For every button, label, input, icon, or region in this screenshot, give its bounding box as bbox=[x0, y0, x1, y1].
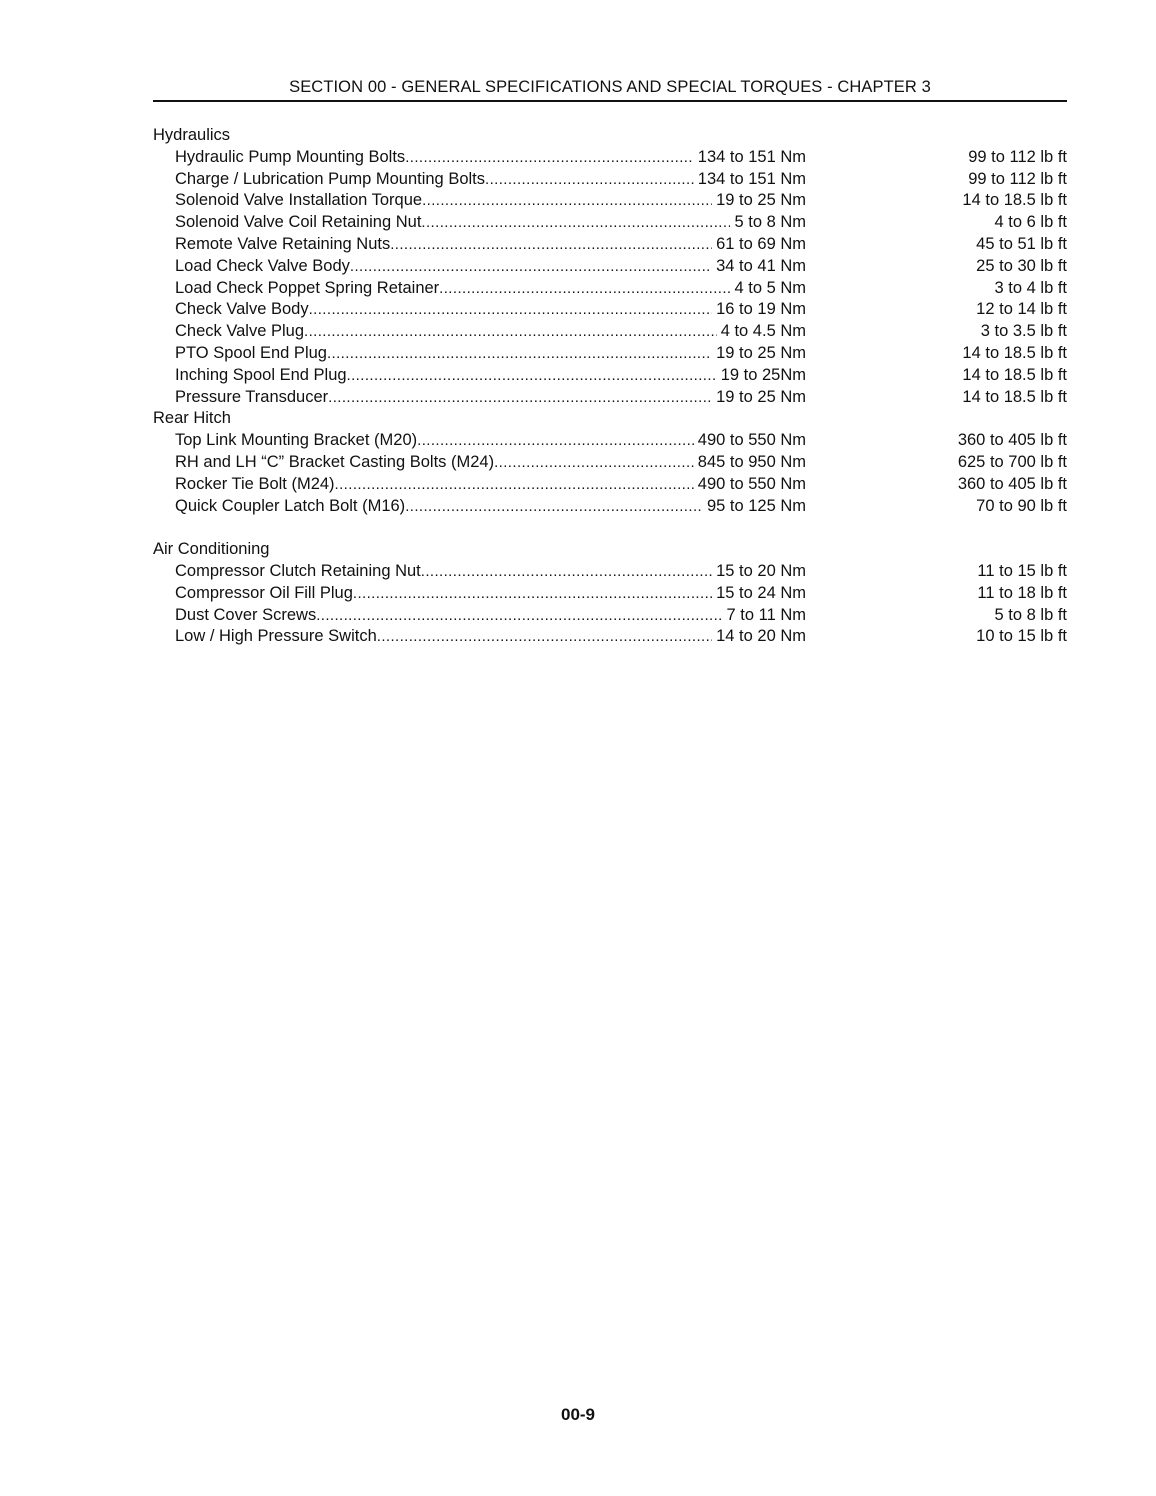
spec-left bbox=[175, 583, 806, 605]
spec-row bbox=[153, 430, 1067, 452]
spec-name: Compressor Oil Fill Plug bbox=[175, 583, 353, 602]
spec-metric-value: 34 to 41 Nm bbox=[716, 256, 806, 275]
spec-metric-value: 19 to 25 Nm bbox=[716, 343, 806, 362]
spec-left bbox=[175, 496, 806, 518]
dot-leader bbox=[377, 626, 712, 648]
section-spacer bbox=[153, 517, 1067, 539]
spec-name: RH and LH “C” Bracket Casting Bolts (M24) bbox=[175, 452, 495, 471]
dot-leader bbox=[316, 605, 722, 627]
spec-imperial-value: 4 to 6 lb ft bbox=[994, 213, 1067, 232]
spec-metric-value: 490 to 550 Nm bbox=[697, 431, 806, 450]
spec-imperial-value: 99 to 112 lb ft bbox=[968, 169, 1067, 188]
spec-row bbox=[153, 190, 1067, 212]
spec-row bbox=[153, 365, 1067, 387]
spec-left bbox=[175, 387, 806, 409]
spec-row bbox=[153, 583, 1067, 605]
spec-name: Hydraulic Pump Mounting Bolts bbox=[175, 147, 406, 166]
spec-name: Charge / Lubrication Pump Mounting Bolts bbox=[175, 169, 486, 188]
spec-metric-value: 4 to 5 Nm bbox=[734, 278, 806, 297]
spec-name: Pressure Transducer bbox=[175, 387, 329, 406]
spec-row bbox=[153, 387, 1067, 409]
header-divider bbox=[153, 100, 1067, 102]
spec-name: Dust Cover Screws bbox=[175, 605, 317, 624]
dot-leader bbox=[421, 212, 730, 234]
spec-row bbox=[153, 626, 1067, 648]
spec-name: Top Link Mounting Bracket (M20) bbox=[175, 431, 418, 450]
spec-imperial-value: 14 to 18.5 lb ft bbox=[962, 343, 1067, 362]
spec-name: Low / High Pressure Switch bbox=[175, 627, 377, 646]
specifications-list bbox=[153, 125, 1067, 648]
spec-metric-value: 4 to 4.5 Nm bbox=[720, 322, 806, 341]
spec-left bbox=[175, 605, 806, 627]
spec-imperial-value: 3 to 4 lb ft bbox=[994, 278, 1067, 297]
spec-name: Inching Spool End Plug bbox=[175, 365, 347, 384]
spec-left bbox=[175, 299, 806, 321]
spec-row bbox=[153, 147, 1067, 169]
spec-imperial-value: 10 to 15 lb ft bbox=[976, 627, 1067, 646]
spec-row bbox=[153, 496, 1067, 518]
spec-name: Solenoid Valve Installation Torque bbox=[175, 191, 423, 210]
spec-imperial-value: 5 to 8 lb ft bbox=[994, 605, 1067, 624]
spec-left bbox=[175, 190, 806, 212]
spec-metric-value: 490 to 550 Nm bbox=[697, 474, 806, 493]
spec-imperial-value: 11 to 15 lb ft bbox=[977, 561, 1067, 580]
dot-leader bbox=[417, 430, 694, 452]
spec-row bbox=[153, 452, 1067, 474]
spec-metric-value: 134 to 151 Nm bbox=[697, 169, 806, 188]
spec-metric-value: 19 to 25 Nm bbox=[716, 191, 806, 210]
spec-metric-value: 14 to 20 Nm bbox=[716, 627, 806, 646]
spec-imperial-value: 11 to 18 lb ft bbox=[977, 583, 1067, 602]
dot-leader bbox=[422, 190, 712, 212]
spec-imperial-value: 14 to 18.5 lb ft bbox=[962, 387, 1067, 406]
spec-metric-value: 16 to 19 Nm bbox=[716, 300, 806, 319]
section-heading: Hydraulics bbox=[153, 126, 231, 144]
spec-row bbox=[153, 234, 1067, 256]
spec-imperial-value: 360 to 405 lb ft bbox=[957, 431, 1067, 450]
spec-row bbox=[153, 169, 1067, 191]
spec-metric-value: 15 to 20 Nm bbox=[716, 561, 806, 580]
spec-left bbox=[175, 256, 806, 278]
spec-metric-value: 19 to 25Nm bbox=[720, 365, 806, 384]
spec-row bbox=[153, 474, 1067, 496]
spec-left bbox=[175, 626, 806, 648]
dot-leader bbox=[405, 496, 703, 518]
dot-leader bbox=[390, 234, 712, 256]
spec-row bbox=[153, 299, 1067, 321]
spec-name: Load Check Valve Body bbox=[175, 256, 350, 275]
spec-metric-value: 19 to 25 Nm bbox=[716, 387, 806, 406]
spec-left bbox=[175, 474, 806, 496]
spec-row bbox=[153, 256, 1067, 278]
spec-row bbox=[153, 321, 1067, 343]
spec-metric-value: 134 to 151 Nm bbox=[697, 147, 806, 166]
dot-leader bbox=[327, 343, 712, 365]
spec-left bbox=[175, 561, 806, 583]
spec-left bbox=[175, 343, 806, 365]
spec-imperial-value: 70 to 90 lb ft bbox=[976, 496, 1067, 515]
spec-row bbox=[153, 605, 1067, 627]
spec-name: PTO Spool End Plug bbox=[175, 343, 327, 362]
spec-left bbox=[175, 278, 806, 300]
dot-leader bbox=[335, 474, 694, 496]
spec-metric-value: 5 to 8 Nm bbox=[734, 213, 806, 232]
spec-imperial-value: 14 to 18.5 lb ft bbox=[962, 365, 1067, 384]
spec-name: Solenoid Valve Coil Retaining Nut bbox=[175, 213, 422, 232]
spec-imperial-value: 625 to 700 lb ft bbox=[957, 452, 1067, 471]
page-number: 00-9 bbox=[560, 1405, 596, 1424]
spec-imperial-value: 3 to 3.5 lb ft bbox=[980, 322, 1067, 341]
spec-left bbox=[175, 147, 806, 169]
dot-leader bbox=[439, 278, 730, 300]
dot-leader bbox=[309, 299, 713, 321]
spec-metric-value: 61 to 69 Nm bbox=[716, 234, 806, 253]
section-heading: Air Conditioning bbox=[153, 540, 270, 559]
dot-leader bbox=[304, 321, 717, 343]
spec-row bbox=[153, 278, 1067, 300]
spec-name: Check Valve Body bbox=[175, 300, 309, 319]
dot-leader bbox=[405, 147, 694, 169]
dot-leader bbox=[350, 256, 712, 278]
dot-leader bbox=[353, 583, 712, 605]
spec-imperial-value: 12 to 14 lb ft bbox=[976, 300, 1067, 319]
spec-row bbox=[153, 212, 1067, 234]
spec-metric-value: 15 to 24 Nm bbox=[716, 583, 806, 602]
dot-leader bbox=[328, 387, 712, 409]
spec-name: Rocker Tie Bolt (M24) bbox=[175, 474, 335, 493]
spec-row bbox=[153, 561, 1067, 583]
spec-row bbox=[153, 343, 1067, 365]
spec-imperial-value: 45 to 51 lb ft bbox=[976, 234, 1067, 253]
spec-name: Remote Valve Retaining Nuts bbox=[175, 234, 391, 253]
page-header-title: SECTION 00 - GENERAL SPECIFICATIONS AND SPECIAL TORQUES - CHAPTER 3 bbox=[289, 78, 931, 96]
spec-name: Check Valve Plug bbox=[175, 322, 305, 341]
section-heading: Rear Hitch bbox=[153, 409, 231, 428]
spec-imperial-value: 25 to 30 lb ft bbox=[976, 256, 1067, 275]
spec-name: Load Check Poppet Spring Retainer bbox=[175, 278, 440, 297]
spec-left bbox=[175, 452, 806, 474]
spec-left bbox=[175, 321, 806, 343]
spec-metric-value: 845 to 950 Nm bbox=[697, 452, 806, 471]
spec-left bbox=[175, 234, 806, 256]
spec-imperial-value: 14 to 18.5 lb ft bbox=[962, 191, 1067, 210]
dot-leader bbox=[347, 365, 717, 387]
spec-imperial-value: 99 to 112 lb ft bbox=[968, 147, 1067, 166]
spec-metric-value: 7 to 11 Nm bbox=[726, 605, 806, 624]
spec-left bbox=[175, 365, 806, 387]
dot-leader bbox=[494, 452, 694, 474]
spec-name: Compressor Clutch Retaining Nut bbox=[175, 561, 421, 580]
spec-left bbox=[175, 169, 806, 191]
spec-metric-value: 95 to 125 Nm bbox=[706, 496, 806, 515]
dot-leader bbox=[485, 169, 694, 191]
spec-left bbox=[175, 430, 806, 452]
spec-left bbox=[175, 212, 806, 234]
spec-imperial-value: 360 to 405 lb ft bbox=[957, 474, 1067, 493]
dot-leader bbox=[421, 561, 712, 583]
spec-name: Quick Coupler Latch Bolt (M16) bbox=[175, 496, 406, 515]
